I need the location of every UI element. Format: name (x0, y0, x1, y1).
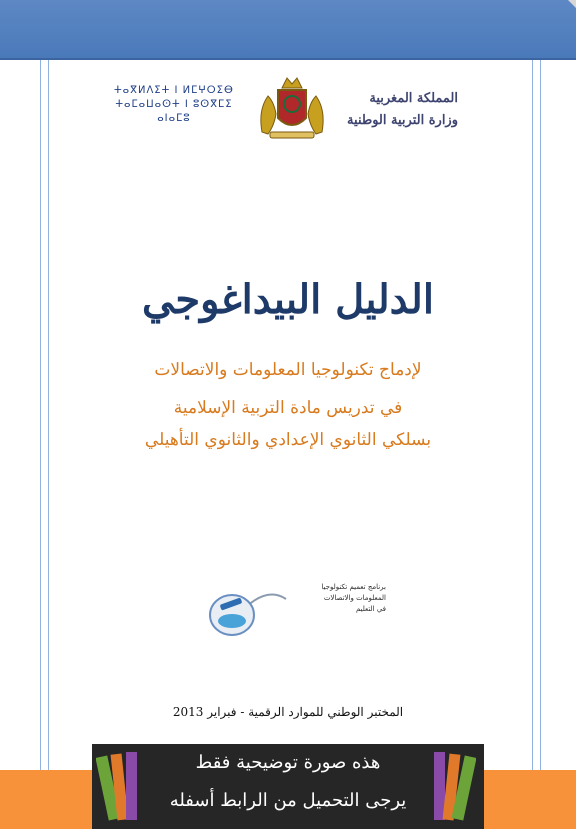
ministry-label: وزارة التربية الوطنية (347, 113, 458, 128)
notice-line-1: هذه صورة توضيحية فقط (195, 752, 381, 773)
publisher-date: المختبر الوطني للموارد الرقمية - فبراير 2013 (172, 705, 404, 719)
program-name (298, 582, 386, 615)
ministry-name-tifinagh (114, 84, 234, 126)
books-icon-right (430, 746, 476, 826)
tifinagh-line-2: ⵜⴰⵎⴰⵡⴰⵙⵜ ⵏ ⵓⵙⴳⵎⵉ (115, 99, 233, 110)
guide-title: الدليل البيداغوجي (142, 276, 434, 323)
program-line-1: برنامج تعميم تكنولوجيا (321, 583, 386, 591)
program-line-3: في التعليم (355, 605, 386, 613)
books-icon-left (96, 746, 142, 826)
subtitle-line-3: بسلكي الثانوي الإعدادي والثانوي التأهيلي (144, 430, 432, 450)
tifinagh-line-1: ⵜⴰⴳⵍⴷⵉⵜ ⵏ ⵍⵎⵖⵔⵉⴱ (114, 85, 234, 96)
tifinagh-line-3: ⴰⵏⴰⵎⵓ (157, 113, 191, 124)
subtitle-line-1: لإدماج تكنولوجيا المعلومات والاتصالات (154, 360, 422, 380)
ministry-name-arabic (347, 88, 458, 132)
kingdom-label: المملكة المغربية (369, 91, 458, 106)
coat-of-arms-emblem (254, 74, 330, 144)
program-logo (206, 585, 292, 639)
page-fold-corner (568, 0, 576, 8)
program-line-2: المعلومات والاتصالات (323, 594, 386, 602)
subtitle-line-2: في تدريس مادة التربية الإسلامية (173, 398, 403, 418)
notice-line-2: يرجى التحميل من الرابط أسفله (169, 790, 407, 811)
top-banner (0, 0, 576, 60)
